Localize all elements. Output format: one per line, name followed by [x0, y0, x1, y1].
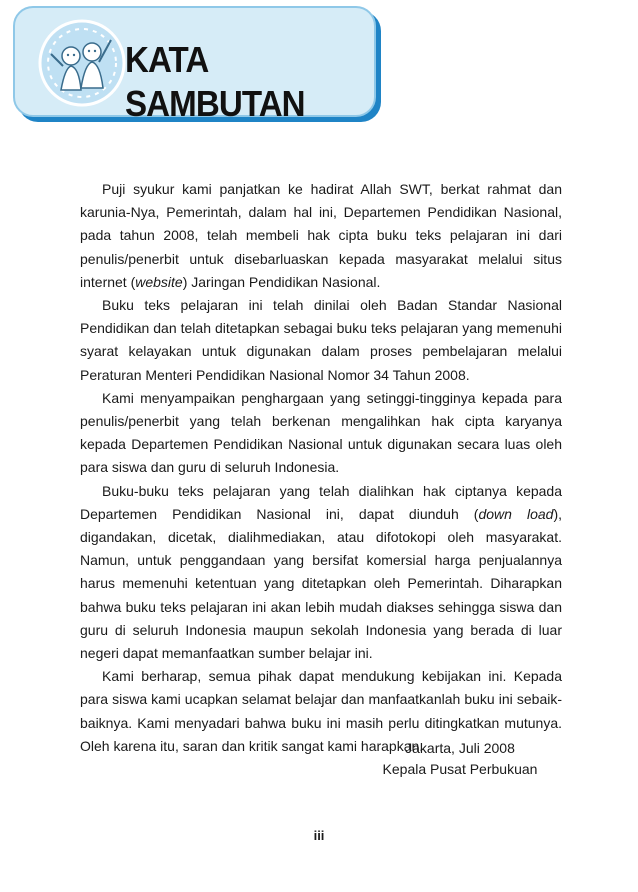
paragraph-4: Buku-buku teks pelajaran yang telah dialihkan hak ciptanya kepada Departemen Pendidikan Nasional ini, dapat diunduh (down load), digandakan, dicetak, dialihmediakan, atau difotokopi oleh masyarakat. Namun, untuk penggandaan yang bersifat komersial harga penjualannya harus memenuhi ketentuan yang ditetapkan oleh Pemerintah. Diharapkan bahwa buku teks pelajaran ini akan lebih mudah diakses sehingga siswa dan guru di seluruh Indonesia maupun sekolah Indonesia yang berada di luar negeri dapat memanfaatkan sumber belajar ini.: [80, 482, 562, 662]
page-title: KATA SAMBUTAN: [125, 39, 305, 124]
children-logo-icon: [37, 18, 127, 108]
signature-position: Kepala Pusat Perbukuan: [382, 761, 538, 777]
page-number: iii: [313, 828, 325, 843]
signature-place-date: Jakarta, Juli 2008: [405, 740, 515, 756]
paragraph-3: Kami menyampaikan penghargaan yang setinggi-tingginya kepada para penulis/penerbit yang telah berkenan mengalihkan hak cipta karyanya kepada Departemen Pendidikan Nasional untuk digunakan secara luas oleh para siswa dan guru di seluruh Indonesia.: [80, 389, 562, 476]
title-banner: [13, 6, 376, 124]
paragraph-2: Buku teks pelajaran ini telah dinilai oleh Badan Standar Nasional Pendidikan dan telah ditetapkan sebagai buku teks pelajaran yang memenuhi syarat kelayakan untuk digunakan dalam proses pembelajaran melalui Peraturan Menteri Pendidikan Nasional Nomor 34 Tahun 2008.: [80, 297, 562, 383]
paragraph-5: Kami berharap, semua pihak dapat mendukung kebijakan ini. Kepada para siswa kami ucapkan selamat belajar dan manfaatkanlah buku ini sebaik-baiknya. Kami menyadari bahwa buku ini masih perlu ditingkatkan mutunya. Oleh karena itu, saran dan kritik sangat kami harapkan.: [80, 668, 562, 754]
paragraph-1: Puji syukur kami panjatkan ke hadirat Allah SWT, berkat rahmat dan karunia-Nya, Pemerintah, dalam hal ini, Departemen Pendidikan Nasional, pada tahun 2008, telah membeli hak cipta buku teks pelajaran ini dari penulis/penerbit untuk disebarluaskan kepada masyarakat melalui situs internet (website) Jaringan Pendidikan Nasional.: [80, 181, 562, 290]
signature-block: [360, 738, 560, 780]
foreword-body: [80, 178, 562, 758]
